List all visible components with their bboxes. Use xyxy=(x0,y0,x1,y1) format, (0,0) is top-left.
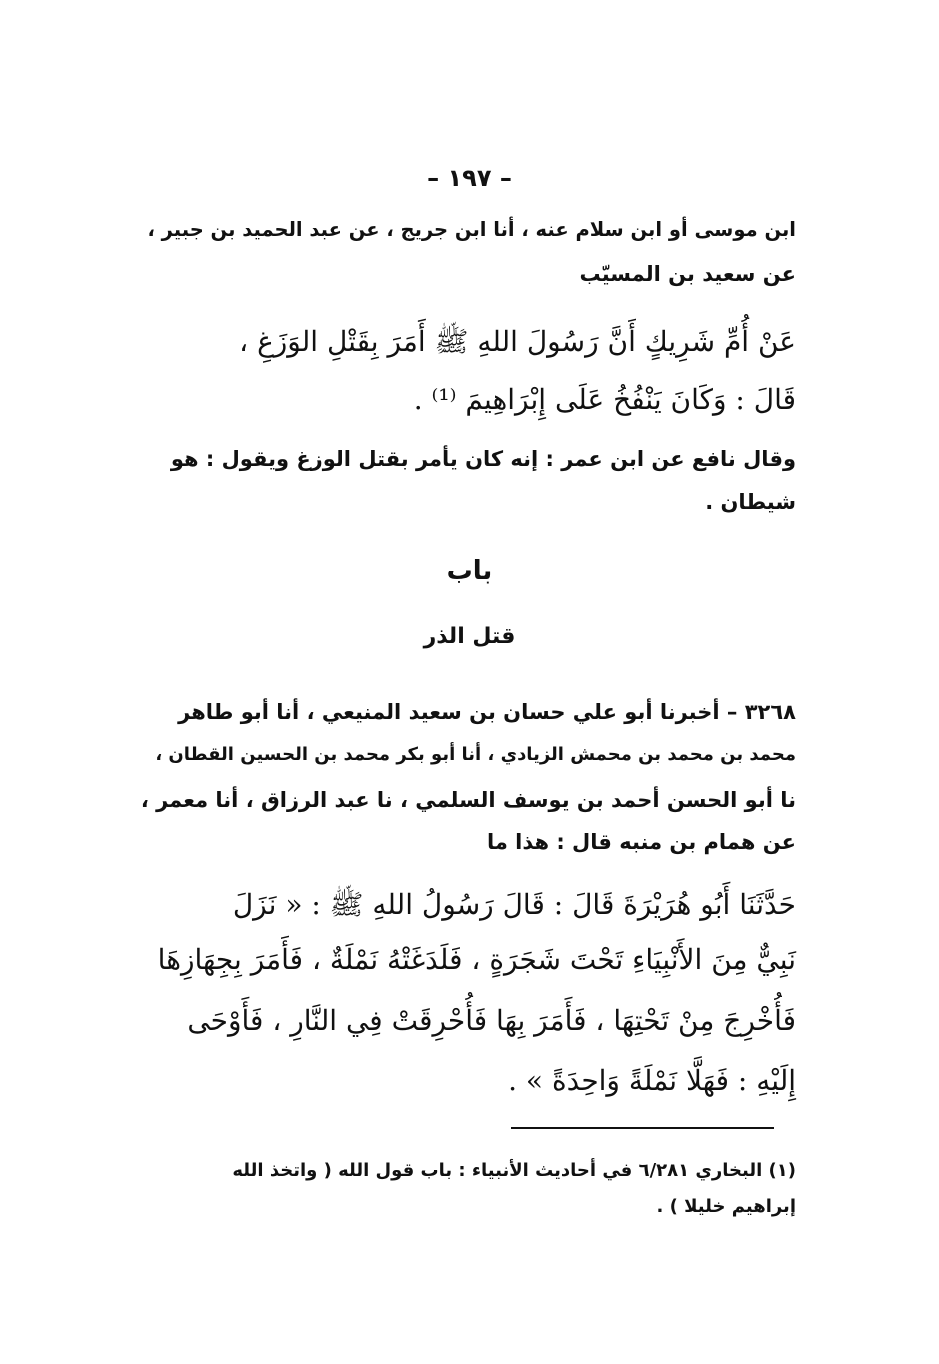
isnad-line: عن همام بن منبه قال : هذا ما xyxy=(486,830,796,854)
footnote-line: إبراهيم خليلا ) . xyxy=(656,1196,796,1217)
page-number: – ١٩٧ – xyxy=(427,164,512,192)
isnad-line: ٣٢٦٨ – أخبرنا أبو علي حسان بن سعيد المنيعي ، أنا أبو طاهر xyxy=(178,700,796,724)
footnote-separator xyxy=(511,1127,774,1129)
hadith-text-line: قَالَ : وَكَانَ يَنْفُخُ عَلَى إِبْرَاهِيمَ ⁽¹⁾ . xyxy=(413,383,796,416)
isnad-line: نا أبو الحسن أحمد بن يوسف السلمي ، نا عبد الرزاق ، أنا معمر ، xyxy=(140,788,796,812)
chapter-title: قتل الذر xyxy=(423,624,516,649)
hadith-text-line: حَدَّثَنَا أَبُو هُرَيْرَةَ قَالَ : قَالَ رَسُولُ اللهِ ﷺ : « نَزَلَ xyxy=(232,888,796,921)
hadith-text-line: فَأُخْرِجَ مِنْ تَحْتِهَا ، فَأَمَرَ بِهَا فَأُحْرِقَتْ فِي النَّارِ ، فَأَوْحَى xyxy=(187,1004,796,1037)
isnad-line: ابن موسى أو ابن سلام عنه ، أنا ابن جريج ، عن عبد الحميد بن جبير ، xyxy=(147,218,796,241)
hadith-text-line: عَنْ أُمِّ شَرِيكٍ أَنَّ رَسُولَ اللهِ ﷺ أَمَرَ بِقَتْلِ الوَزَغِ ، xyxy=(239,325,796,358)
narration-note-line: وقال نافع عن ابن عمر : إنه كان يأمر بقتل الوزغ ويقول : هو xyxy=(170,447,796,471)
isnad-line: عن سعيد بن المسيّب xyxy=(579,262,796,286)
hadith-text-line: إِلَيْهِ : فَهَلَّا نَمْلَةً وَاحِدَةً » . xyxy=(508,1064,796,1097)
footnote-line: (١) البخاري ٦/٢٨١ في أحاديث الأنبياء : باب قول الله ( واتخذ الله xyxy=(232,1160,796,1181)
isnad-line: محمد بن محمد بن محمش الزيادي ، أنا أبو بكر محمد بن الحسين القطان ، xyxy=(155,744,796,765)
narration-note-line: شيطان . xyxy=(705,490,796,514)
chapter-label: باب xyxy=(446,556,493,586)
hadith-text-line: نَبِيٌّ مِنَ الأَنْبِيَاءِ تَحْتَ شَجَرَةٍ ، فَلَدَغَتْهُ نَمْلَةٌ ، فَأَمَرَ بِجِهَازِهَا xyxy=(157,943,796,976)
